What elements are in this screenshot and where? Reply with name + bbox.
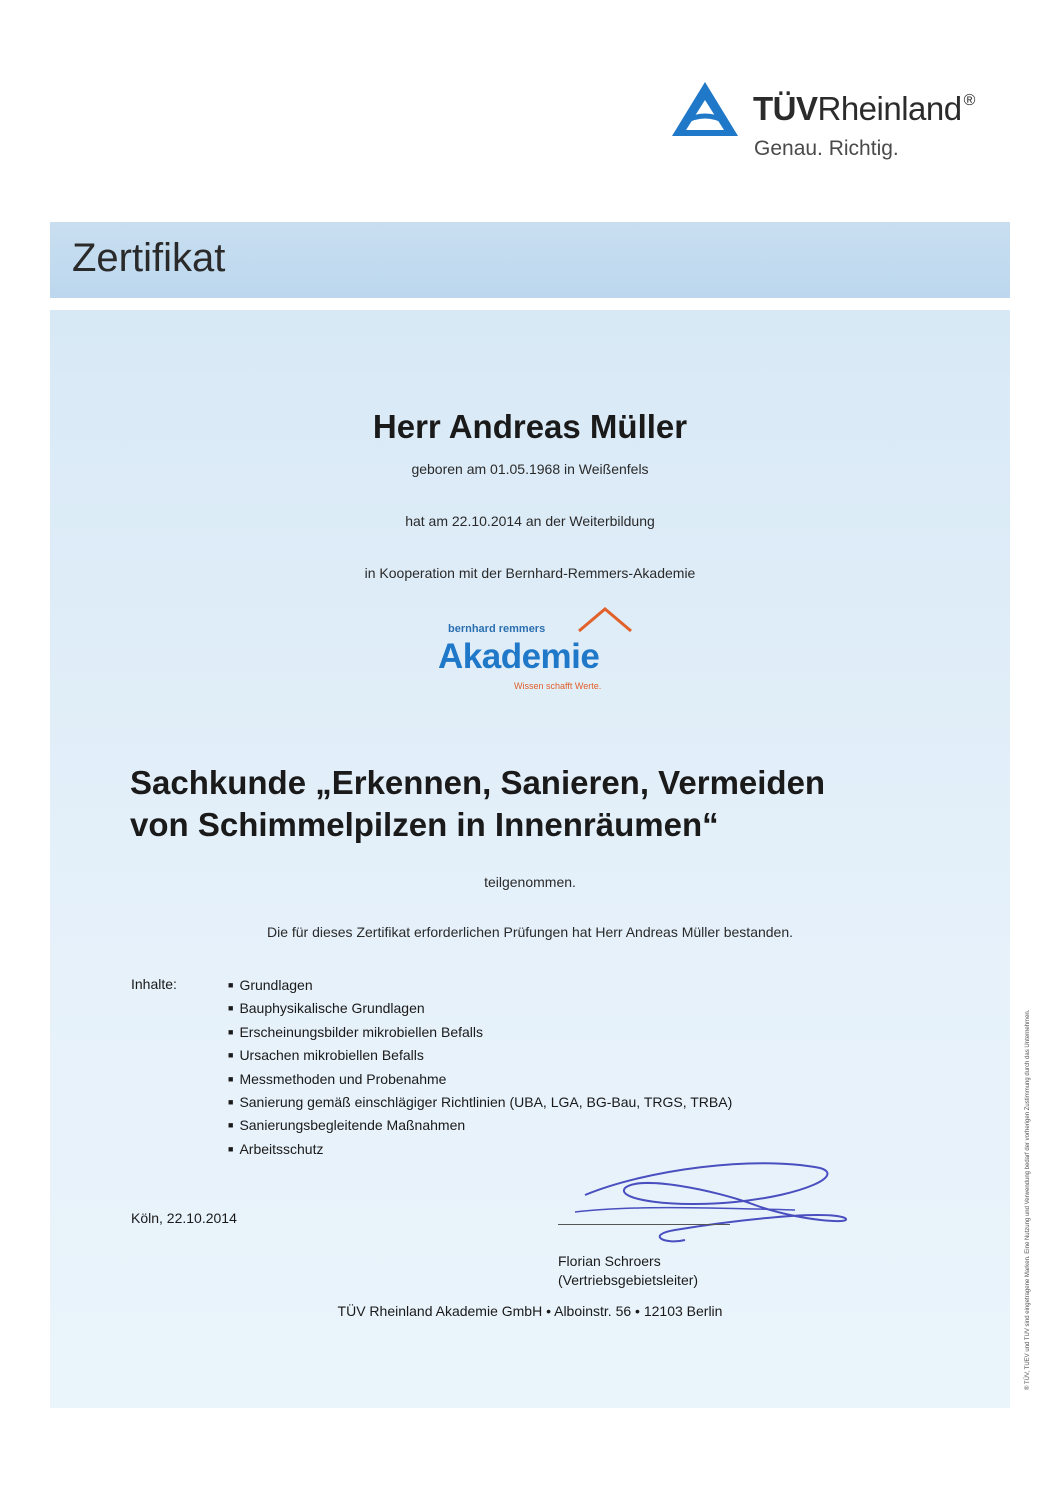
roof-icon [575,605,635,633]
recipient-birth: geboren am 01.05.1968 in Weißenfels [411,461,649,477]
list-item: ■ Messmethoden und Probenahme [228,1070,732,1093]
recipient-name: Herr Andreas Müller [372,408,688,445]
contents-list [228,976,732,1163]
place-date: Köln, 22.10.2014 [131,1210,237,1226]
signature-line [558,1224,730,1225]
participated-text: teilgenommen. [484,874,576,890]
list-item: ■ Grundlagen [228,976,732,999]
course-title-line2: von Schimmelpilzen in Innenräumen“ [130,806,719,843]
cooperation-line: in Kooperation mit der Bernhard-Remmers-Akademie [364,565,696,581]
list-item: ■ Sanierungsbegleitende Maßnahmen [228,1116,732,1139]
course-title-line1: Sachkunde „Erkennen, Sanieren, Vermeiden [130,764,826,801]
akademie-tagline: Wissen schafft Werte. [514,681,602,691]
exam-passed-text: Die für dieses Zertifikat erforderlichen Prüfungen hat Herr Andreas Müller bestanden. [266,924,794,940]
list-item: ■ Ursachen mikrobiellen Befalls [228,1046,732,1069]
course-title [130,762,990,846]
title-band [50,222,1010,298]
footer-address: TÜV Rheinland Akademie GmbH • Alboinstr. 56 • 12103 Berlin [337,1303,723,1319]
list-item: ■ Arbeitsschutz [228,1140,732,1163]
list-item: ■ Erscheinungsbilder mikrobiellen Befalls [228,1023,732,1046]
akademie-small-text: bernhard remmers [448,623,546,635]
list-item: ■ Bauphysikalische Grundlagen [228,999,732,1022]
certificate-title: Zertifikat [72,236,226,280]
tuv-brand-text: TÜVRheinland ® [753,90,975,127]
participation-line: hat am 22.10.2014 an der Weiterbildung [405,513,655,529]
list-item: ■ Sanierung gemäß einschlägiger Richtlinien (UBA, LGA, BG-Bau, TRGS, TRBA) [228,1093,732,1116]
akademie-big-text: Akademie [438,637,600,676]
signer-name: Florian Schroers [558,1253,661,1269]
contents-label: Inhalte: [131,976,177,992]
trademark-note: ® TÜV, TUEV und TUV sind eingetragene Marken. Eine Nutzung und Verwendung bedarf der vorherigen Zustimmung durch das Unternehmen. [1025,1009,1031,1390]
bernhard-remmers-akademie-logo [430,605,660,695]
signer-block [558,1252,698,1290]
signer-role: (Vertriebsgebietsleiter) [558,1272,699,1288]
tuv-triangle-icon [670,80,740,140]
tuv-slogan: Genau. Richtig. [754,137,899,160]
tuv-rheinland-logo [670,80,1010,170]
